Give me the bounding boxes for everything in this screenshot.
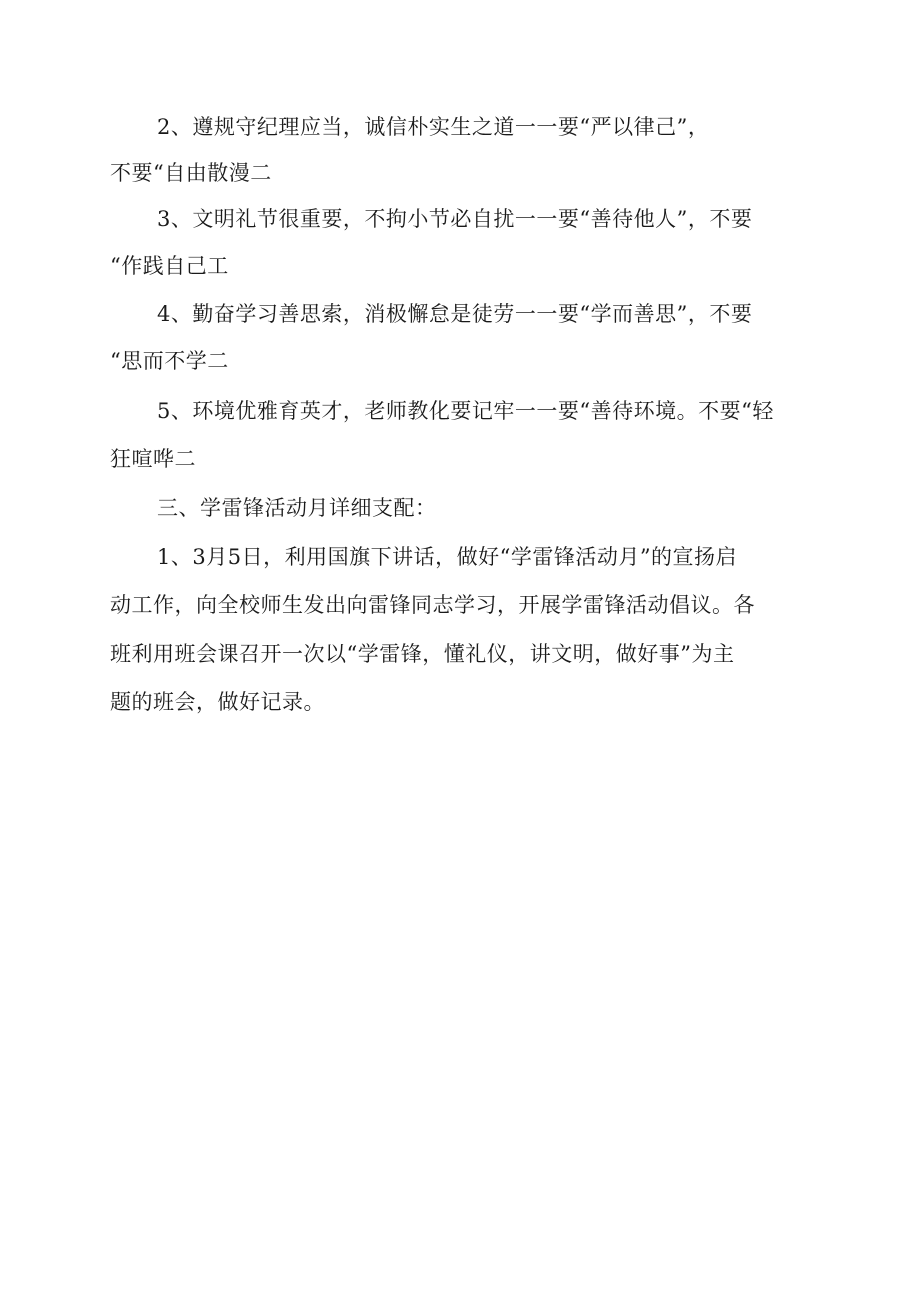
section-heading: 三、学雷锋活动月详细支配： xyxy=(157,496,437,520)
item-4-line-2: “思而不学二 xyxy=(110,349,229,373)
item-5-line-2: 狂喧哗二 xyxy=(110,447,196,471)
item-5-line-1: 5、环境优雅育英才，老师教化要记牢一一要“善待环境。不要“轻 xyxy=(157,399,774,423)
item-3-line-1: 3、文明礼节很重要，不拘小节必自扰一一要“善待他人”，不要 xyxy=(157,207,753,231)
paragraph-line-1: 1、3月5日，利用国旗下讲话，做好“学雷锋活动月”的宣扬启 xyxy=(157,545,738,569)
paragraph-line-3: 班利用班会课召开一次以“学雷锋，懂礼仪，讲文明，做好事”为主 xyxy=(110,642,735,666)
paragraph-line-2: 动工作，向全校师生发出向雷锋同志学习，开展学雷锋活动倡议。各 xyxy=(110,593,755,617)
item-2-line-1: 2、遵规守纪理应当，诚信朴实生之道一一要“严以律己”， xyxy=(157,115,710,139)
item-4-line-1: 4、勤奋学习善思索，消极懈怠是徒劳一一要“学而善思”，不要 xyxy=(157,302,753,326)
item-3-line-2: “作践自己工 xyxy=(110,254,229,278)
paragraph-line-4: 题的班会，做好记录。 xyxy=(110,690,325,714)
item-2-line-2: 不要“自由散漫二 xyxy=(110,161,272,185)
